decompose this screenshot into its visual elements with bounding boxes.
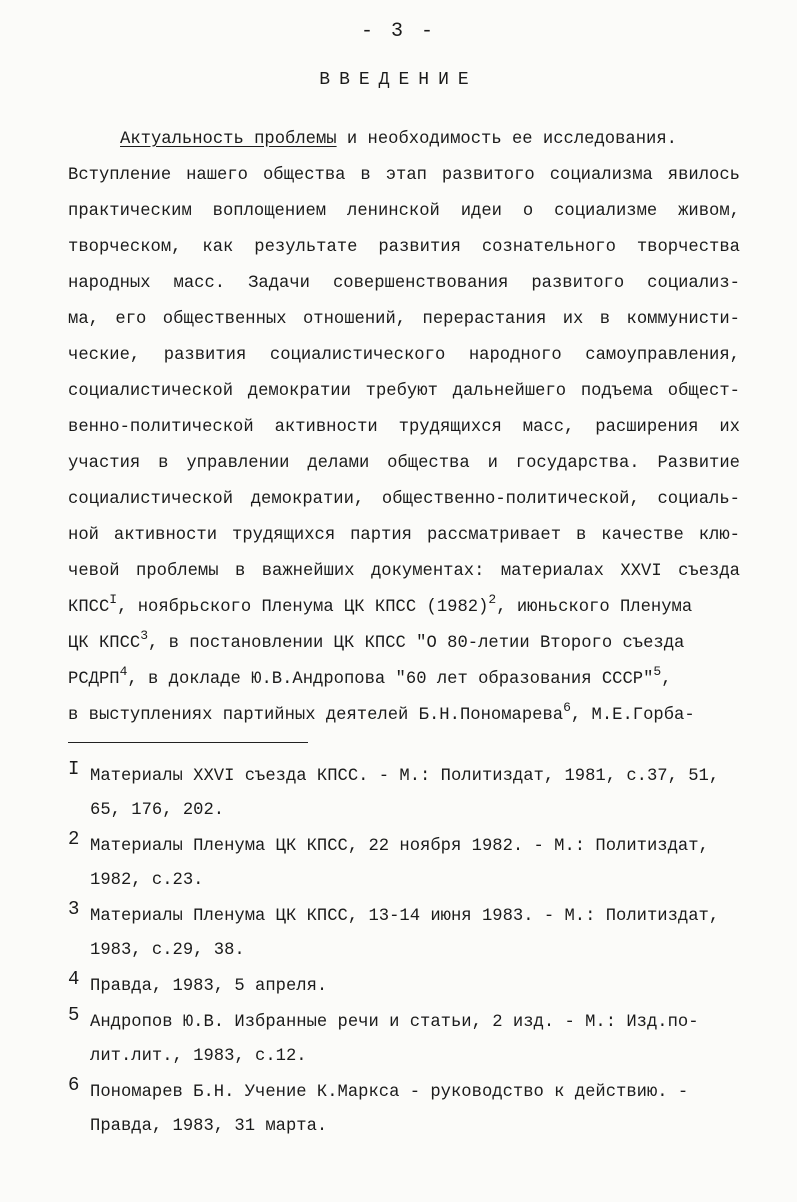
text-line: венно-политической активности трудящихся масс, расширения их [68, 418, 740, 437]
text-line [68, 662, 740, 698]
text-line: ной активности трудящихся партия рассматривает в качестве клю- [68, 526, 740, 545]
footnote [68, 830, 758, 898]
body-text [68, 122, 740, 734]
underlined-phrase: Актуальность проблемы [120, 130, 337, 149]
text-span: , июньского Пленума [496, 598, 693, 617]
text-span: РСДРП [68, 670, 120, 689]
footnote-ref: 3 [140, 628, 149, 643]
text-line: Вступление нашего общества в этап развитого социализма явилось [68, 166, 740, 185]
text-line: социалистической демократии, общественно-политической, социаль- [68, 490, 740, 509]
text-line: творческом, как результате развития сознательного творчества [68, 238, 740, 257]
text-line [68, 626, 740, 662]
text-span: , в постановлении ЦК КПСС "О 80-летии Второго съезда [148, 634, 685, 653]
page-title: ВВЕДЕНИЕ [319, 70, 478, 90]
text-span: КПСС [68, 598, 110, 617]
text-span: ЦК КПСС [68, 634, 141, 653]
text-line: участия в управлении делами общества и государства. Развитие [68, 454, 740, 473]
footnote-number: 3 [68, 898, 80, 920]
footnote [68, 1006, 758, 1074]
text-span: , в докладе Ю.В.Андропова "60 лет образования СССР" [127, 670, 654, 689]
text-span: , М.Е.Горба- [570, 706, 695, 725]
text-span: и необходимость ее исследования. [336, 130, 677, 149]
footnote-number: 5 [68, 1004, 80, 1026]
footnote-number: I [68, 758, 80, 780]
text-line: ма, его общественных отношений, перерастания их в коммунисти- [68, 310, 740, 329]
footnote-line: Материалы XXVI съезда КПСС. - М.: Политиздат, 1981, с.37, 51, [90, 767, 720, 786]
footnote-line: Материалы Пленума ЦК КПСС, 13-14 июня 1983. - М.: Политиздат, [90, 907, 720, 926]
footnote-line: 1983, с.29, 38. [90, 941, 245, 960]
footnote-line: 1982, с.23. [90, 871, 204, 890]
footnote-ref: 4 [119, 664, 128, 679]
footnote-line: Андропов Ю.В. Избранные речи и статьи, 2 изд. - М.: Изд.по- [90, 1013, 699, 1032]
footnote-number: 6 [68, 1074, 80, 1096]
footnote-ref: 5 [653, 664, 662, 679]
text-span: , ноябрьского Пленума ЦК КПСС (1982) [117, 598, 489, 617]
footnote-line: 65, 176, 202. [90, 801, 225, 820]
footnote-line: Правда, 1983, 5 апреля. [90, 977, 328, 996]
footnote-line: Материалы Пленума ЦК КПСС, 22 ноября 1982. - М.: Политиздат, [90, 837, 709, 856]
text-line: ческие, развития социалистического народного самоуправления, [68, 346, 740, 365]
footnote-number: 2 [68, 828, 80, 850]
text-line [68, 590, 740, 626]
footnote-ref: I [109, 592, 118, 607]
footnotes [68, 760, 758, 1146]
footnote [68, 900, 758, 968]
text-line: практическим воплощением ленинской идеи о социализме живом, [68, 202, 740, 221]
footnote [68, 1076, 758, 1144]
footnote [68, 760, 758, 828]
text-span: , [661, 670, 672, 689]
footnote-line: Правда, 1983, 31 марта. [90, 1117, 328, 1136]
footnote-ref: 2 [488, 592, 497, 607]
text-span: в выступлениях партийных деятелей Б.Н.Пономарева [68, 706, 564, 725]
footnote-divider [68, 742, 308, 743]
footnote [68, 970, 758, 1004]
text-line: социалистической демократии требуют дальнейшего подъема общест- [68, 382, 740, 401]
text-line: народных масс. Задачи совершенствования развитого социализ- [68, 274, 740, 293]
text-line [68, 122, 740, 158]
text-line: чевой проблемы в важнейших документах: материалах XXVI съезда [68, 562, 740, 581]
page-number: - 3 - [360, 20, 436, 43]
footnote-line: Пономарев Б.Н. Учение К.Маркса - руководство к действию. - [90, 1083, 689, 1102]
text-line [68, 698, 740, 734]
footnote-line: лит.лит., 1983, с.12. [90, 1047, 307, 1066]
footnote-ref: 6 [563, 700, 571, 715]
footnote-number: 4 [68, 968, 80, 990]
